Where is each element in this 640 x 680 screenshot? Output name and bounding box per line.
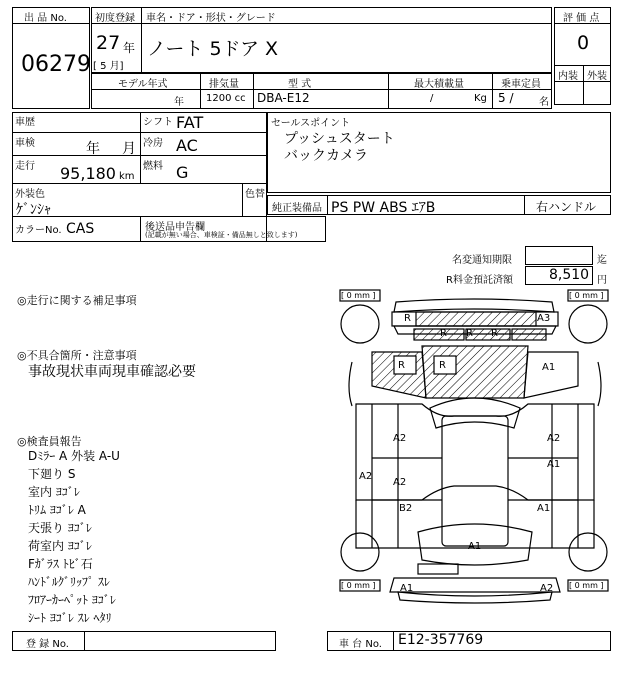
inspector-line-5: 天張り ﾖｺﾞﾚ [28,521,92,535]
type-value: DBA-E12 [257,91,310,105]
aftermarket-note: (記載が無い場合、車検証・備品無しと致します) [145,231,298,239]
fuel-label: 燃料 [143,161,163,172]
equipment-value: PS PW ABS ｴｱB [331,200,436,216]
tire-front-right-label: [ 0 mm ] [569,291,604,300]
inspector-line-6: 荷室内 ﾖｺﾞﾚ [28,539,92,553]
damage-mark-front-r3: R [466,328,473,339]
title-deadline-unit: 迄 [597,255,607,266]
color-change-label: 色替 [245,189,265,200]
inspector-line-2: 下廻り S [28,467,76,481]
car-name: ノート 5ドア X [147,38,279,60]
damage-mark-rear-bumper-a1: A1 [400,583,414,594]
displacement-label: 排気量 [209,79,239,90]
damage-mark-left-rear-door: A2 [393,477,407,488]
damage-mark-rear-door: A1 [468,541,482,552]
inspector-line-10: ｼｰﾄ ﾖｺﾞﾚ ｽﾚ ﾍﾀﾘ [28,611,112,625]
inspection-label: 車検 [15,138,35,149]
exterior-color-label: 外装色 [15,189,45,200]
type-label: 型 式 [288,79,312,90]
tire-rear-left-label: [ 0 mm ] [341,581,376,590]
damage-mark-front-a3: A3 [537,313,551,324]
car-damage-diagram [338,288,612,628]
tire-rear-right-label: [ 0 mm ] [569,581,604,590]
registration-month: [ 5 月] [93,61,124,72]
fuel-value: G [176,163,189,182]
chassis-number: E12-357769 [398,632,484,648]
mileage-value: 95,180 [60,164,116,183]
inspector-title: ◎検査員報告 [17,435,82,448]
damage-mark-hood-r2: R [439,360,446,371]
registration-year-unit: 年 [123,41,136,55]
sales-point-1: プッシュスタート [284,131,395,147]
rating-label: 評 価 点 [563,13,600,24]
title-deadline-label: 名変通知期限 [452,255,512,266]
capacity-value: 5 / [498,91,514,105]
mileage-label: 走行 [15,161,35,172]
damage-mark-left-door: A2 [393,433,407,444]
color-no-value: CAS [66,221,95,237]
first-registration-label: 初度登録 [95,13,135,24]
inspector-line-4: ﾄﾘﾑ ﾖｺﾞﾚ A [28,503,86,517]
shift-label: シフト [143,117,173,128]
lot-number-label: 出 品 No. [24,13,67,24]
recycle-value: 8,510 [549,267,590,283]
max-load-unit: Kg [474,93,487,104]
inspector-line-7: Fｶﾞﾗｽ ﾄﾋﾞ石 [28,557,93,571]
damage-mark-right-quarter: A1 [537,503,551,514]
capacity-unit: 名 [539,97,549,108]
aftermarket-box [140,216,326,242]
tire-front-left-label: [ 0 mm ] [341,291,376,300]
lot-number: 06279 [21,52,91,77]
damage-mark-front-r4: R [491,328,498,339]
sales-point-label: セールスポイント [271,118,351,129]
sales-point-2: バックカメラ [284,148,368,164]
rating-value: 0 [577,32,590,54]
interior-label: 内装 [558,71,578,82]
inspection-month: 月 [122,141,136,157]
exterior-color-value: ｹﾞﾝｼｬ [16,202,51,218]
equipment-label: 純正装備品 [272,203,322,214]
registration-year: 27 [96,32,121,54]
model-year-unit: 年 [174,97,184,108]
registration-number-label: 登 録 No. [26,639,69,650]
inspector-line-1: Dﾐﾗｰ A 外装 A-U [28,449,120,463]
defect-text: 事故現状車両現車確認必要 [28,364,196,380]
recycle-label: R料金預託済額 [446,275,513,286]
ac-label: 冷房 [143,138,163,149]
aftermarket-label: 後送品申告欄 [145,222,205,233]
exterior-label: 外装 [587,71,607,82]
max-load-label: 最大積載量 [414,79,464,90]
history-label: 車歴 [15,117,35,128]
car-name-label: 車名・ドア・形状・グレード [146,13,276,24]
inspector-line-8: ﾊﾝﾄﾞﾙｸﾞﾘｯﾌﾟ ｽﾚ [28,575,110,589]
steering-value: 右ハンドル [536,200,597,214]
defect-title: ◎不具合箇所・注意事項 [17,349,137,362]
damage-mark-left-quarter: A2 [359,471,373,482]
title-deadline-box [525,246,593,265]
ac-value: AC [176,136,198,155]
damage-mark-fr-fender: A1 [542,362,556,373]
damage-mark-hood-r1: R [398,360,405,371]
color-no-label: カラーNo. [15,225,62,236]
supplement-title: ◎走行に関する補足事項 [17,294,137,307]
shift-value: FAT [176,113,204,132]
recycle-unit: 円 [597,275,607,286]
chassis-number-label: 車 台 No. [339,639,382,650]
inspection-year: 年 [86,141,100,157]
inspector-line-9: ﾌﾛｱｰｶｰﾍﾟｯﾄ ﾖｺﾞﾚ [28,593,116,607]
damage-mark-front-r2: R [440,328,447,339]
max-load-slash: / [430,93,434,104]
mileage-unit: km [119,171,135,182]
model-year-label: モデル年式 [118,79,168,90]
displacement-value: 1200 cc [206,93,246,104]
damage-mark-rear-bumper-a2: A2 [540,583,554,594]
damage-mark-front-r1: R [404,313,411,324]
capacity-label: 乗車定員 [501,79,541,90]
damage-mark-right-rear-door: A1 [547,459,561,470]
damage-mark-left-b2: B2 [399,503,413,514]
damage-mark-right-door: A2 [547,433,561,444]
inspector-line-3: 室内 ﾖｺﾞﾚ [28,485,80,499]
